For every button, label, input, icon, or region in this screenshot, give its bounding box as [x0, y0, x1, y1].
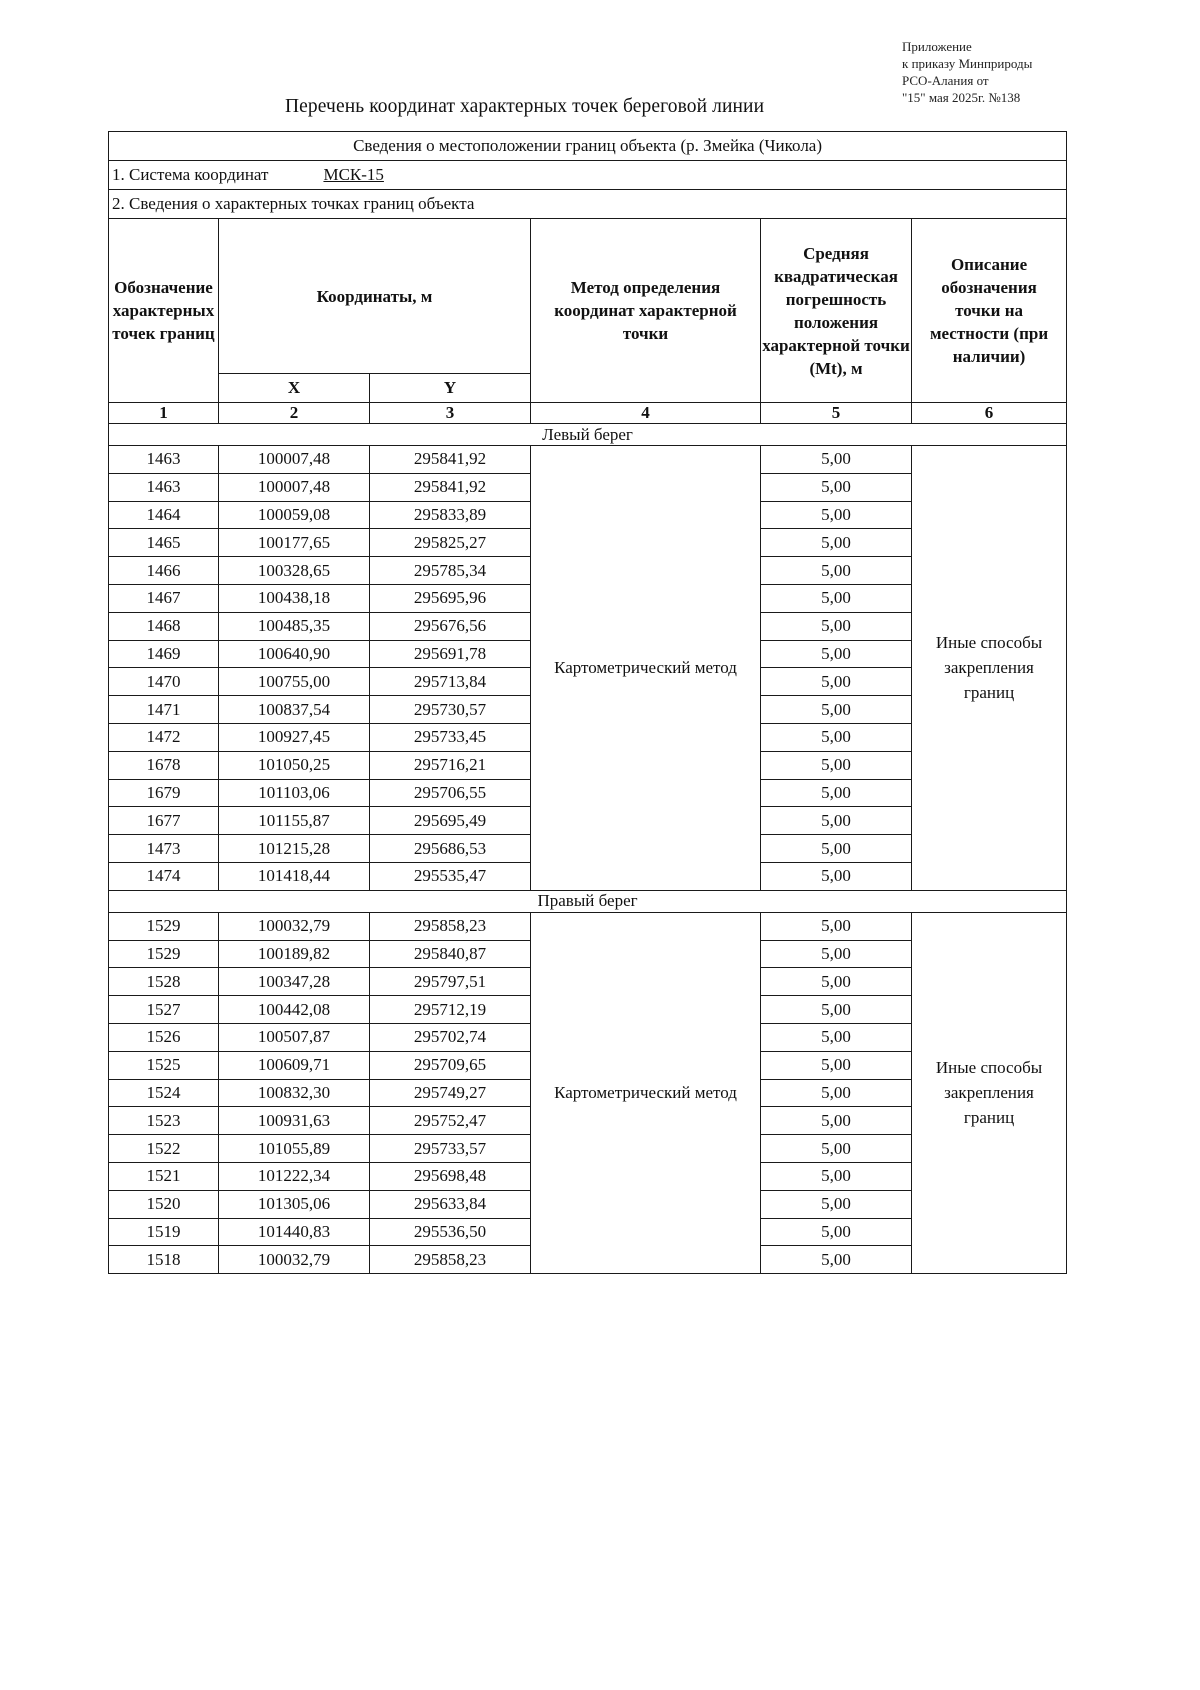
coord-x: 100347,28	[219, 968, 370, 996]
col-designation-header: Обозначение характерных точек границ	[109, 219, 219, 403]
coord-x: 100931,63	[219, 1107, 370, 1135]
error-value: 5,00	[761, 1162, 912, 1190]
column-number: 6	[912, 403, 1067, 424]
point-number: 1474	[109, 862, 219, 890]
error-value: 5,00	[761, 996, 912, 1024]
coord-y: 295709,65	[370, 1051, 531, 1079]
col-method-header: Метод определения координат характерной точки	[531, 219, 761, 403]
object-header: Сведения о местоположении границ объекта (р. Змейка (Чикола)	[109, 132, 1067, 161]
error-value: 5,00	[761, 529, 912, 557]
coordinates-table	[108, 131, 1067, 1274]
coord-y: 295833,89	[370, 501, 531, 529]
coord-x: 100609,71	[219, 1051, 370, 1079]
point-number: 1519	[109, 1218, 219, 1246]
point-number: 1518	[109, 1246, 219, 1274]
error-value: 5,00	[761, 1051, 912, 1079]
coord-x: 100640,90	[219, 640, 370, 668]
column-header-row	[109, 219, 1067, 374]
column-number-row	[109, 403, 1067, 424]
column-number: 4	[531, 403, 761, 424]
coord-x: 100438,18	[219, 584, 370, 612]
coord-x: 100007,48	[219, 446, 370, 474]
coord-x: 100755,00	[219, 668, 370, 696]
coord-x: 100032,79	[219, 1246, 370, 1274]
error-value: 5,00	[761, 912, 912, 940]
object-header-row	[109, 132, 1067, 161]
coord-y: 295686,53	[370, 835, 531, 863]
coord-x: 101055,89	[219, 1135, 370, 1163]
coord-y: 295691,78	[370, 640, 531, 668]
error-value: 5,00	[761, 807, 912, 835]
error-value: 5,00	[761, 968, 912, 996]
error-value: 5,00	[761, 723, 912, 751]
col-coordinates-header: Координаты, м	[219, 219, 531, 374]
coord-y: 295730,57	[370, 696, 531, 724]
coord-y: 295695,96	[370, 584, 531, 612]
error-value: 5,00	[761, 584, 912, 612]
appendix-note	[902, 38, 1032, 106]
coord-x: 101440,83	[219, 1218, 370, 1246]
point-number: 1521	[109, 1162, 219, 1190]
coord-y: 295633,84	[370, 1190, 531, 1218]
coord-y: 295749,27	[370, 1079, 531, 1107]
section-row	[109, 890, 1067, 912]
point-number: 1472	[109, 723, 219, 751]
point-number: 1526	[109, 1023, 219, 1051]
coord-y: 295797,51	[370, 968, 531, 996]
coord-x: 101050,25	[219, 751, 370, 779]
coord-x: 100485,35	[219, 612, 370, 640]
column-number: 2	[219, 403, 370, 424]
point-number: 1467	[109, 584, 219, 612]
coord-y: 295536,50	[370, 1218, 531, 1246]
coord-y: 295713,84	[370, 668, 531, 696]
appendix-line: "15" мая 2025г. №138	[902, 90, 1021, 105]
error-value: 5,00	[761, 1190, 912, 1218]
coord-system-value: МСК-15	[323, 165, 384, 184]
error-value: 5,00	[761, 501, 912, 529]
point-number: 1471	[109, 696, 219, 724]
description-cell: Иные способы закрепления границ	[912, 446, 1067, 891]
coord-x: 100837,54	[219, 696, 370, 724]
table-row	[109, 446, 1067, 474]
coord-x: 100032,79	[219, 912, 370, 940]
coord-y: 295841,92	[370, 446, 531, 474]
error-value: 5,00	[761, 640, 912, 668]
error-value: 5,00	[761, 1079, 912, 1107]
column-number: 3	[370, 403, 531, 424]
point-number: 1470	[109, 668, 219, 696]
coord-x: 100442,08	[219, 996, 370, 1024]
point-number: 1464	[109, 501, 219, 529]
coord-system-row	[109, 161, 1067, 190]
points-label: 2. Сведения о характерных точках границ объекта	[109, 190, 1067, 219]
coord-y: 295695,49	[370, 807, 531, 835]
error-value: 5,00	[761, 835, 912, 863]
coord-x: 100507,87	[219, 1023, 370, 1051]
coord-y: 295825,27	[370, 529, 531, 557]
column-number: 5	[761, 403, 912, 424]
column-number: 1	[109, 403, 219, 424]
point-number: 1678	[109, 751, 219, 779]
point-number: 1473	[109, 835, 219, 863]
coord-x: 100328,65	[219, 557, 370, 585]
coord-y: 295698,48	[370, 1162, 531, 1190]
point-number: 1465	[109, 529, 219, 557]
error-value: 5,00	[761, 779, 912, 807]
coord-system-label: 1. Система координат	[112, 165, 269, 184]
description-cell: Иные способы закрепления границ	[912, 912, 1067, 1273]
error-value: 5,00	[761, 612, 912, 640]
coord-x: 100059,08	[219, 501, 370, 529]
error-value: 5,00	[761, 696, 912, 724]
point-number: 1522	[109, 1135, 219, 1163]
error-value: 5,00	[761, 1023, 912, 1051]
error-value: 5,00	[761, 446, 912, 474]
coord-x: 100007,48	[219, 473, 370, 501]
coord-y: 295752,47	[370, 1107, 531, 1135]
point-number: 1523	[109, 1107, 219, 1135]
coordinates-table-body	[109, 132, 1067, 1274]
method-cell: Картометрический метод	[531, 446, 761, 891]
coord-y: 295712,19	[370, 996, 531, 1024]
coord-x: 101418,44	[219, 862, 370, 890]
coord-y: 295840,87	[370, 940, 531, 968]
error-value: 5,00	[761, 1218, 912, 1246]
coord-y: 295676,56	[370, 612, 531, 640]
section-label: Правый берег	[109, 890, 1067, 912]
coord-y: 295785,34	[370, 557, 531, 585]
point-number: 1527	[109, 996, 219, 1024]
appendix-line: к приказу Минприроды	[902, 56, 1033, 71]
coord-x: 100177,65	[219, 529, 370, 557]
point-number: 1677	[109, 807, 219, 835]
error-value: 5,00	[761, 668, 912, 696]
section-row	[109, 424, 1067, 446]
coord-y: 295716,21	[370, 751, 531, 779]
coord-y: 295535,47	[370, 862, 531, 890]
coord-y: 295702,74	[370, 1023, 531, 1051]
coord-x: 101222,34	[219, 1162, 370, 1190]
coord-x: 100189,82	[219, 940, 370, 968]
table-row	[109, 912, 1067, 940]
coord-x: 100832,30	[219, 1079, 370, 1107]
error-value: 5,00	[761, 751, 912, 779]
coord-y: 295841,92	[370, 473, 531, 501]
error-value: 5,00	[761, 1107, 912, 1135]
document-title: Перечень координат характерных точек береговой линии	[285, 96, 765, 117]
point-number: 1520	[109, 1190, 219, 1218]
coord-x: 101155,87	[219, 807, 370, 835]
point-number: 1463	[109, 473, 219, 501]
col-x-header: X	[219, 374, 370, 403]
error-value: 5,00	[761, 473, 912, 501]
col-description-header: Описание обозначения точки на местности (при наличии)	[912, 219, 1067, 403]
error-value: 5,00	[761, 557, 912, 585]
point-number: 1529	[109, 912, 219, 940]
coord-system-cell	[109, 161, 1067, 190]
error-value: 5,00	[761, 1246, 912, 1274]
point-number: 1469	[109, 640, 219, 668]
coord-y: 295706,55	[370, 779, 531, 807]
points-label-row	[109, 190, 1067, 219]
appendix-line: РСО-Алания от	[902, 73, 989, 88]
error-value: 5,00	[761, 940, 912, 968]
coord-y: 295858,23	[370, 912, 531, 940]
coord-y: 295733,45	[370, 723, 531, 751]
point-number: 1679	[109, 779, 219, 807]
point-number: 1463	[109, 446, 219, 474]
coord-y: 295733,57	[370, 1135, 531, 1163]
point-number: 1529	[109, 940, 219, 968]
method-cell: Картометрический метод	[531, 912, 761, 1273]
error-value: 5,00	[761, 862, 912, 890]
coord-x: 101103,06	[219, 779, 370, 807]
point-number: 1524	[109, 1079, 219, 1107]
point-number: 1525	[109, 1051, 219, 1079]
section-label: Левый берег	[109, 424, 1067, 446]
coord-x: 101215,28	[219, 835, 370, 863]
appendix-line: Приложение	[902, 39, 972, 54]
col-y-header: Y	[370, 374, 531, 403]
error-value: 5,00	[761, 1135, 912, 1163]
col-error-header: Средняя квадратическая погрешность положения характерной точки (Mt), м	[761, 219, 912, 403]
coord-x: 101305,06	[219, 1190, 370, 1218]
point-number: 1528	[109, 968, 219, 996]
point-number: 1468	[109, 612, 219, 640]
point-number: 1466	[109, 557, 219, 585]
coord-y: 295858,23	[370, 1246, 531, 1274]
coord-x: 100927,45	[219, 723, 370, 751]
